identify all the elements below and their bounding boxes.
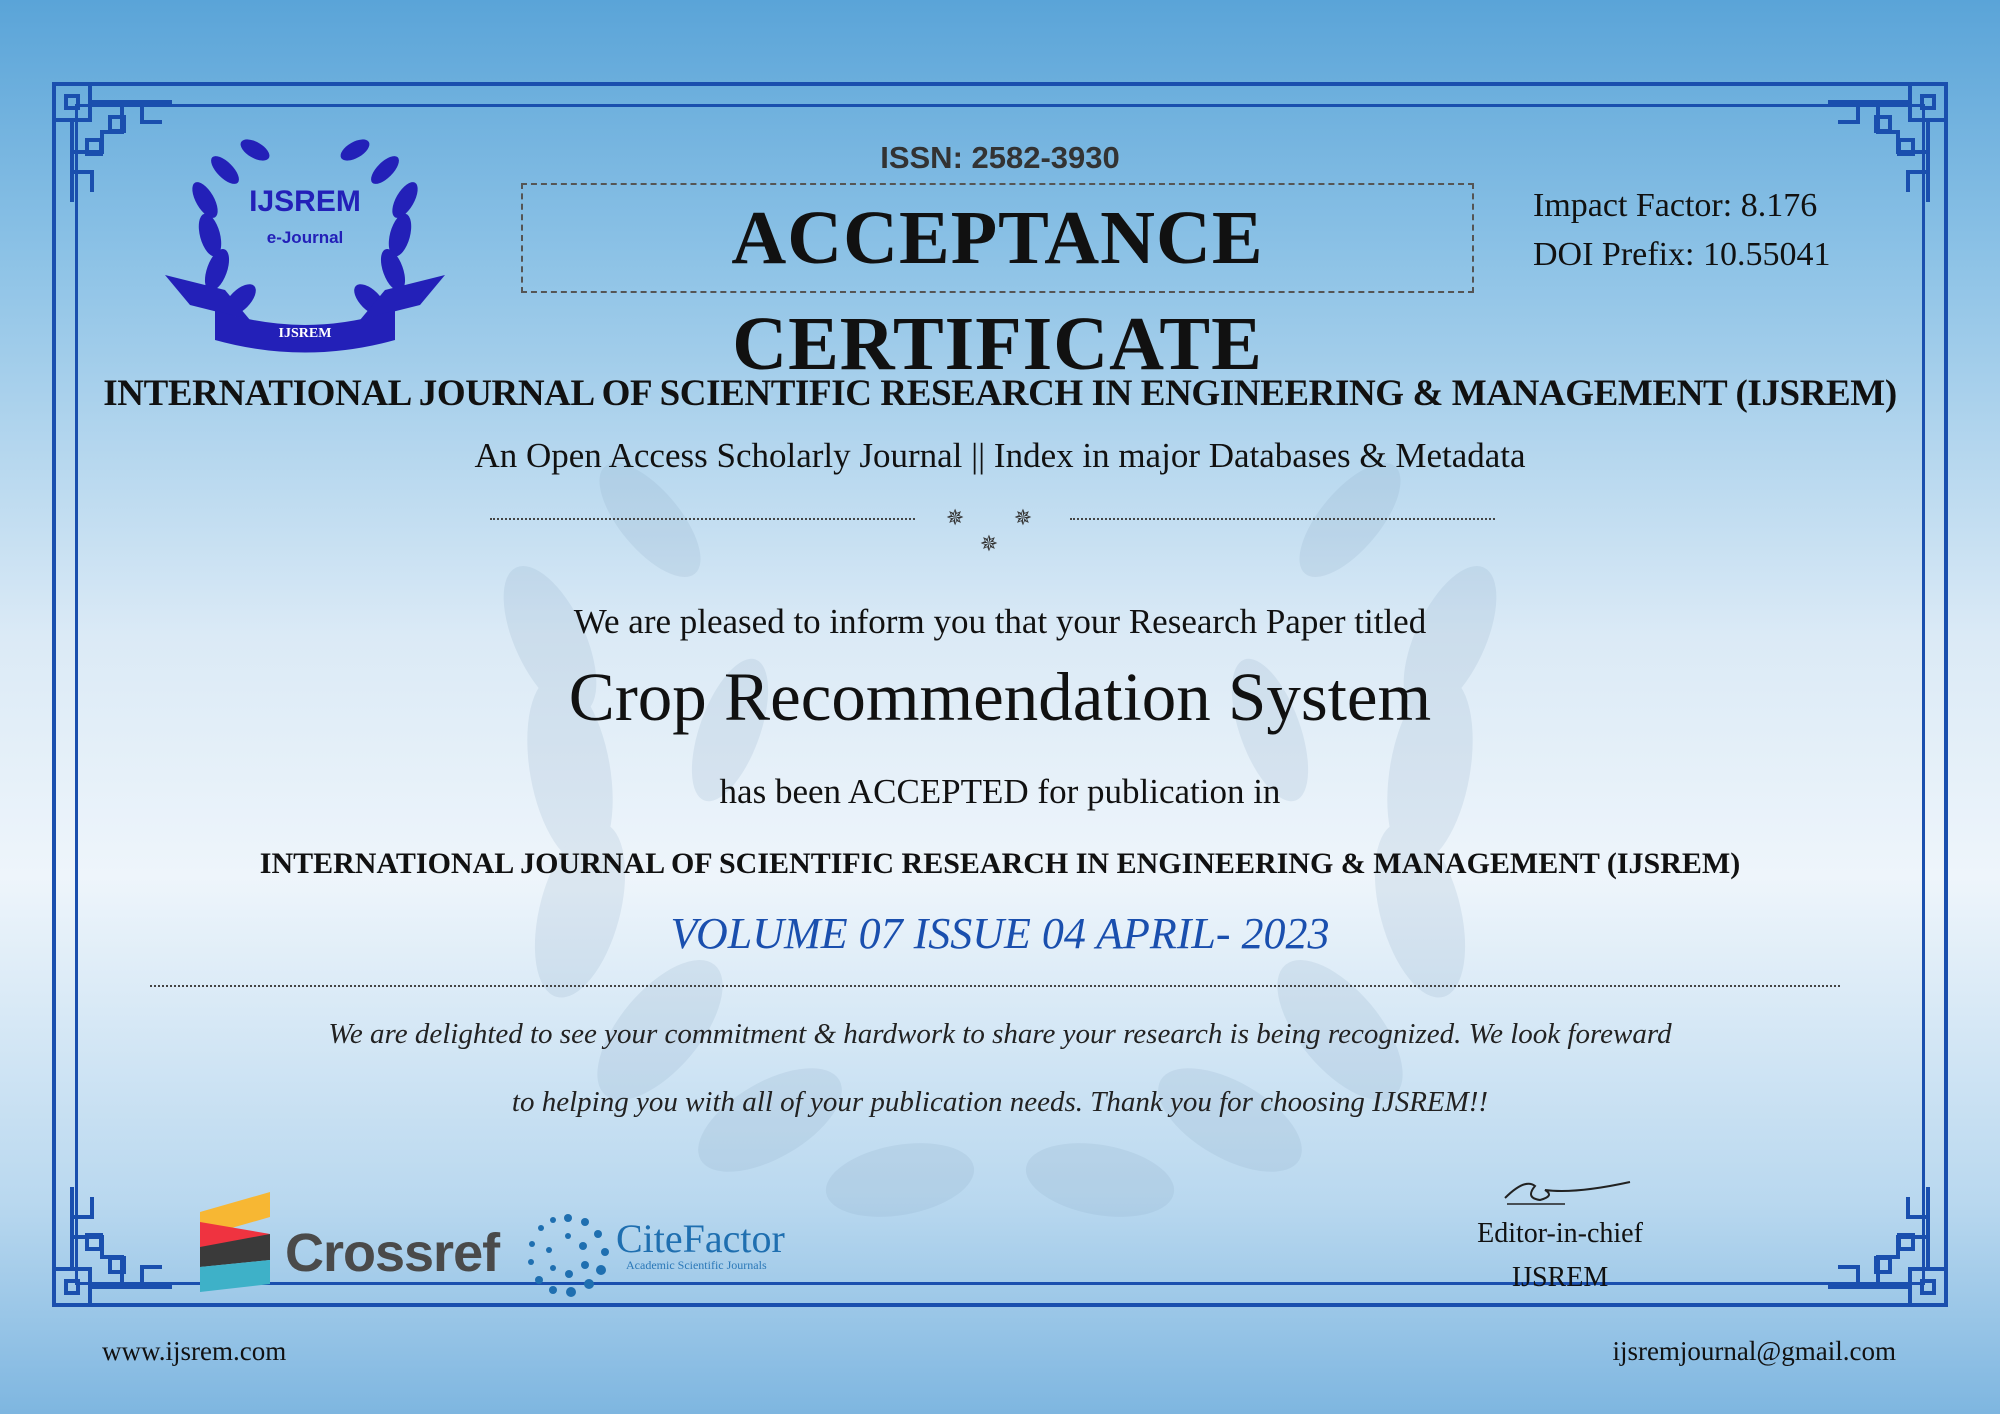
certificate-title: ACCEPTANCE CERTIFICATE [521, 183, 1474, 293]
message-line-2: to helping you with all of your publication needs. Thank you for choosing IJSREM!! [511, 1086, 1489, 1118]
signature-icon [1495, 1168, 1635, 1218]
footer-website[interactable]: www.ijsrem.com [102, 1336, 287, 1366]
journal-subtitle: An Open Access Scholarly Journal || Index in major Databases & Metadata [474, 436, 1526, 475]
issn: ISSN: 2582-3930 [880, 140, 1120, 175]
editor-role: Editor-in-chief [1477, 1218, 1643, 1249]
citefactor-tagline: Academic Scientific Journals [626, 1258, 767, 1272]
logo-subtitle: e-Journal [266, 228, 344, 247]
citefactor-icon [523, 1210, 613, 1300]
volume-issue: VOLUME 07 ISSUE 04 APRIL- 2023 [670, 909, 1330, 958]
crossref-icon [200, 1192, 275, 1292]
logo-title: IJSREM [249, 185, 361, 218]
divider-right [1070, 518, 1495, 520]
paper-title: Crop Recommendation System [568, 659, 1432, 735]
intro-text: We are pleased to inform you that your Research Paper titled [573, 602, 1427, 641]
corner-ornament-bottom-left [52, 1177, 182, 1307]
impact-factor: Impact Factor: 8.176 [1533, 187, 1818, 224]
doi-prefix: DOI Prefix: 10.55041 [1533, 236, 1831, 273]
accepted-text: has been ACCEPTED for publication in [719, 772, 1281, 811]
editor-org: IJSREM [1511, 1262, 1609, 1293]
journal-name-repeat: INTERNATIONAL JOURNAL OF SCIENTIFIC RESEARCH IN ENGINEERING & MANAGEMENT (IJSREM) [259, 847, 1741, 880]
divider-bottom [150, 985, 1840, 987]
journal-name: INTERNATIONAL JOURNAL OF SCIENTIFIC RESEARCH IN ENGINEERING & MANAGEMENT (IJSREM) [103, 373, 1897, 414]
message-line-1: We are delighted to see your commitment & hardwork to share your research is being recognized. We look foreward [328, 1018, 1672, 1050]
footer-email[interactable]: ijsremjournal@gmail.com [1612, 1336, 1896, 1366]
corner-ornament-bottom-right [1818, 1177, 1948, 1307]
crossref-logo-text: Crossref [285, 1223, 500, 1283]
divider-ornament: ✵ ✵ ✵ [945, 505, 1055, 556]
divider-left [490, 518, 915, 520]
logo-ribbon-text: IJSREM [278, 326, 332, 341]
citefactor-logo-text: CiteFactor [616, 1216, 785, 1261]
